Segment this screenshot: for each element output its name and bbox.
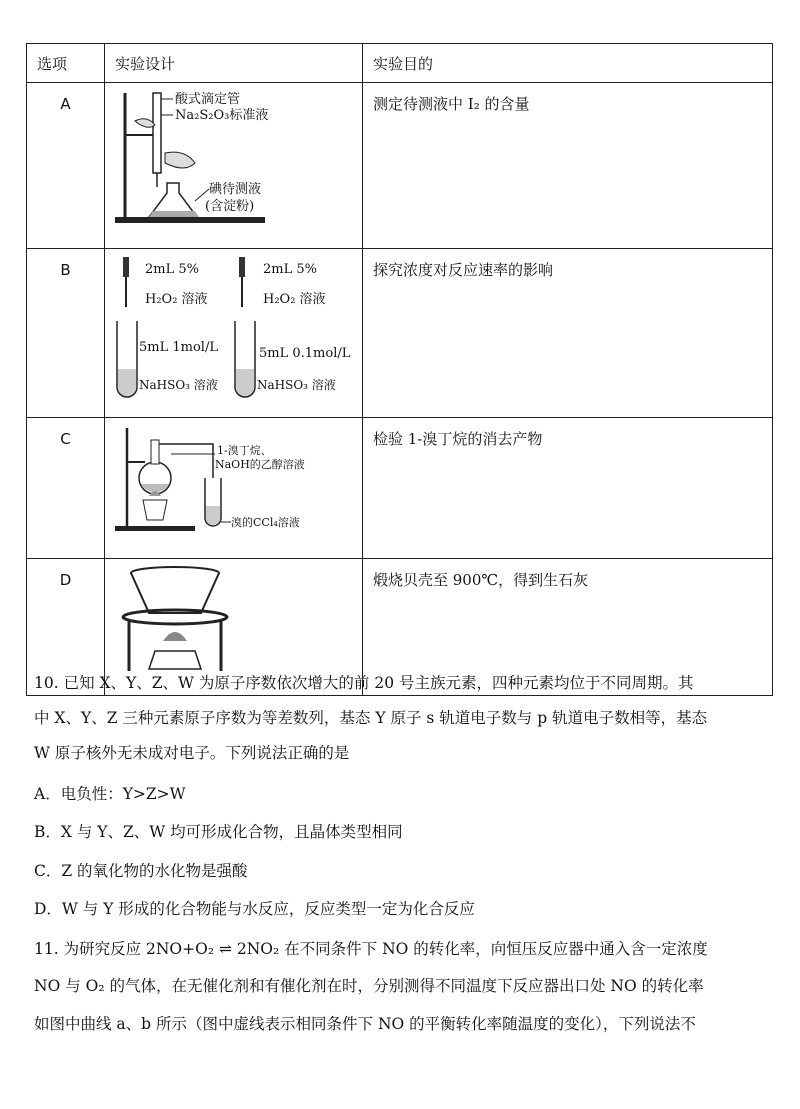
label-nahso3-conc-1: 5mL 1mol/L	[139, 340, 218, 355]
purpose-b: 探究浓度对反应速率的影响	[363, 249, 773, 418]
header-design: 实验设计	[105, 44, 363, 83]
label-h2o2-conc-1: 2mL 5%	[145, 262, 199, 277]
label-naoh-ethanol: NaOH的乙醇溶液	[215, 458, 305, 471]
label-standard-solution: Na₂S₂O₃标准液	[175, 108, 269, 123]
q10-stem-line3: W 原子核外无未成对电子。下列说法正确的是	[34, 744, 350, 762]
design-b	[105, 249, 363, 418]
q11-line3: 如图中曲线 a、b 所示（图中虚线表示相同条件下 NO 的平衡转化率随温度的变化），下列说法不	[34, 1015, 696, 1033]
option-label: D	[27, 559, 105, 696]
header-purpose: 实验目的	[363, 44, 773, 83]
q10-stem-line2: 中 X、Y、Z 三种元素原子序数为等差数列，基态 Y 原子 s 轨道电子数与 p 轨道电子数相等，基态	[34, 709, 708, 727]
elimination-apparatus-diagram	[105, 418, 361, 546]
label-nahso3-conc-2: 5mL 0.1mol/L	[259, 346, 351, 361]
crucible-heating-diagram	[105, 559, 361, 683]
q10-option-b: B．X 与 Y、Z、W 均可形成化合物，且晶体类型相同	[34, 823, 403, 841]
option-label: B	[27, 249, 105, 418]
purpose-c: 检验 1-溴丁烷的消去产物	[363, 418, 773, 559]
table-row	[27, 83, 773, 249]
titration-apparatus-diagram	[105, 83, 361, 236]
table-header-row	[27, 44, 773, 83]
label-iodine-solution: 碘待测液	[209, 182, 262, 197]
label-h2o2-1: H₂O₂ 溶液	[145, 292, 208, 307]
label-nahso3-1: NaHSO₃ 溶液	[139, 378, 218, 392]
purpose-d: 煅烧贝壳至 900℃，得到生石灰	[363, 559, 773, 696]
table-row	[27, 418, 773, 559]
header-option: 选项	[27, 44, 105, 83]
label-nahso3-2: NaHSO₃ 溶液	[257, 378, 336, 392]
design-a	[105, 83, 363, 249]
options-table	[26, 43, 773, 696]
label-bromine-ccl4: 溴的CCl₄溶液	[231, 516, 300, 529]
design-c	[105, 418, 363, 559]
table-row	[27, 249, 773, 418]
q10-option-d: D．W 与 Y 形成的化合物能与水反应，反应类型一定为化合反应	[34, 900, 475, 918]
label-h2o2-2: H₂O₂ 溶液	[263, 292, 326, 307]
q11-line1: 11. 为研究反应 2NO+O₂ ⇌ 2NO₂ 在不同条件下 NO 的转化率，向恒压反应器中通入含一定浓度	[34, 940, 708, 958]
label-reactant: 1-溴丁烷、	[217, 444, 272, 457]
option-label: C	[27, 418, 105, 559]
q10-option-c: C．Z 的氧化物的水化物是强酸	[34, 862, 248, 880]
q10-stem-line1: 10. 已知 X、Y、Z、W 为原子序数依次增大的前 20 号主族元素，四种元素均位于不同周期。其	[34, 674, 694, 692]
label-h2o2-conc-2: 2mL 5%	[263, 262, 317, 277]
q10-option-a: A．电负性：Y>Z>W	[34, 785, 186, 803]
purpose-a: 测定待测液中 I₂ 的含量	[363, 83, 773, 249]
label-burette: 酸式滴定管	[175, 92, 241, 107]
q11-line2: NO 与 O₂ 的气体，在无催化剂和有催化剂在时，分别测得不同温度下反应器出口处 NO 的转化率	[34, 977, 704, 995]
label-starch: (含淀粉)	[205, 199, 255, 214]
test-tubes-diagram	[105, 249, 361, 405]
option-label: A	[27, 83, 105, 249]
